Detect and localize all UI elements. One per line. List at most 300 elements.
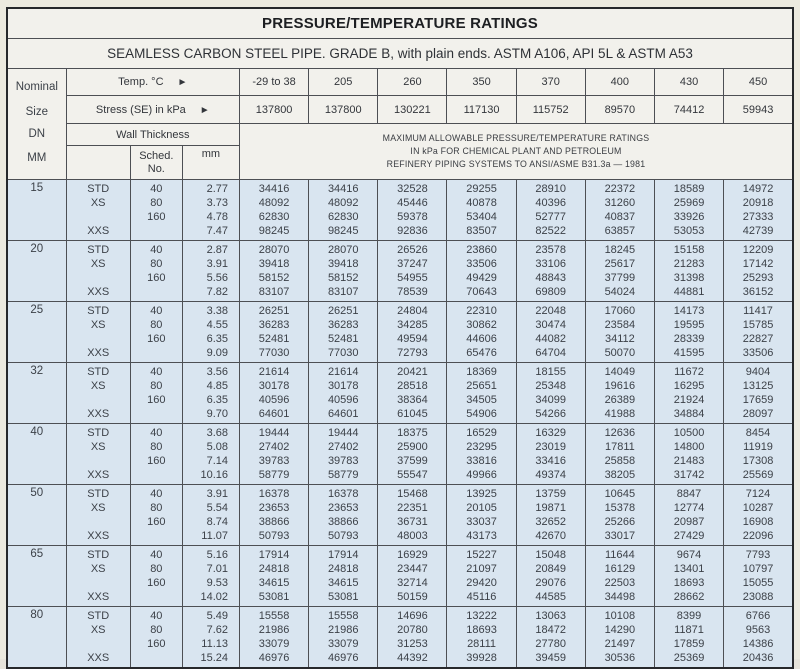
pressure-cell-value: 50793 [327,530,359,542]
sched-cell-value: 40 [150,244,163,256]
pressure-cell-value: 41988 [604,408,636,420]
pressure-cell-value: 10645 [604,488,636,500]
right-arrow-icon: ► [199,104,210,116]
pressure-cell-value: 14290 [604,624,636,636]
note-line: IN kPa FOR CHEMICAL PLANT AND PETROLEUM [410,146,622,156]
wall-mm-cell-value: 6.35 [206,394,228,406]
pressure-cell-value: 13401 [673,563,705,575]
wall-mm-cell-value: 5.54 [206,502,228,514]
sched-cell-value [131,651,182,665]
pressure-cell-value: 24804 [397,305,428,317]
pressure-cell-value: 33017 [604,530,636,542]
pressure-cell-value: 16908 [742,516,774,528]
pressure-cell-value: 39928 [466,652,497,664]
pressure-cell-value: 27333 [742,211,774,223]
pressure-cell-value: 40878 [466,197,497,209]
temp-header-label: Temp. °C ► [66,69,239,96]
pressure-cell-value: 48843 [535,272,566,284]
pressure-cell [240,180,309,241]
pressure-cell-value: 23653 [258,502,290,514]
pressure-cell-value: 20105 [466,502,497,514]
pressure-cell-value: 34505 [466,394,497,406]
wall-mm-cell-value: 3.73 [206,197,228,209]
pressure-cell-value: 34615 [327,577,359,589]
pressure-cell-value: 25293 [742,272,774,284]
pressure-cell-value: 16529 [466,427,497,439]
pressure-cell-value: 21614 [258,366,290,378]
pressure-cell [378,180,447,241]
sched-cell [130,302,182,363]
size-group-row [7,241,793,302]
wall-mm-cell-value: 3.91 [206,258,228,270]
pressure-cell-value: 27780 [535,638,566,650]
pressure-cell-value: 54955 [397,272,428,284]
temp-column-header: -29 to 38 [240,69,309,96]
pressure-cell-value: 28070 [258,244,290,256]
sched-cell-value: 80 [150,502,163,514]
nominal-size-cell: 50 [7,485,66,546]
pressure-cell-value: 22096 [742,530,774,542]
nominal-size-cell: 20 [7,241,66,302]
pressure-cell-value: 55547 [397,469,428,481]
pressure-cell-value: 18375 [397,427,428,439]
nominal-size-cell: 15 [7,180,66,241]
wall-mm-cell-value: 2.87 [206,244,228,256]
pressure-cell [309,302,378,363]
designation-cell-value: STD [87,488,110,500]
pressure-cell-value: 23295 [466,441,497,453]
note-line: MAXIMUM ALLOWABLE PRESSURE/TEMPERATURE RATINGS [382,133,650,143]
pressure-cell-value: 28339 [673,333,705,345]
pressure-cell-value: 54266 [535,408,566,420]
pressure-cell-value: 54906 [466,408,497,420]
stress-header-label: Stress (SE) in kPa ► [66,96,239,124]
page-title: PRESSURE/TEMPERATURE RATINGS [7,8,793,39]
pressure-cell-value: 28662 [673,591,705,603]
sched-cell-value: 80 [150,319,163,331]
sched-no-label: Sched. No. [130,146,182,180]
sched-cell-value: 40 [150,305,163,317]
pressure-cell-value: 83107 [258,286,290,298]
wall-mm-cell-value: 8.74 [206,516,228,528]
wall-mm-cell-value: 3.38 [206,305,228,317]
wall-mm-cell-value: 4.85 [206,380,228,392]
pressure-cell-value: 36731 [397,516,428,528]
pressure-cell [516,302,585,363]
wall-mm-cell-value: 4.55 [206,319,228,331]
pressure-cell [724,546,793,607]
pressure-cell [378,424,447,485]
temp-header-row [7,69,793,96]
pressure-cell-value: 14972 [742,183,774,195]
pressure-cell-value: 65476 [466,347,497,359]
designation-cell-value [67,271,130,285]
pressure-cell-value: 29255 [466,183,497,195]
pressure-cell-value: 98245 [327,225,359,237]
nominal-label: Nominal [15,81,58,93]
pressure-cell-value: 19616 [604,380,636,392]
pressure-cell-value: 19595 [673,319,705,331]
pressure-cell-value: 30474 [535,319,566,331]
pressure-cell-value: 13125 [742,380,774,392]
designation-cell-value: XXS [87,469,110,481]
pressure-cell-value: 36283 [258,319,290,331]
pressure-cell-value: 42739 [742,225,774,237]
pressure-cell-value: 17914 [327,549,359,561]
sched-cell-value: 80 [150,563,163,575]
pressure-cell [654,180,723,241]
pressure-cell [585,546,654,607]
pressure-cell-value: 58779 [258,469,290,481]
sched-cell-value: 80 [150,624,163,636]
sched-cell-value [131,468,182,482]
pressure-cell-value: 37599 [397,455,428,467]
pressure-cell-value: 23088 [742,591,774,603]
pressure-cell-value: 12636 [604,427,636,439]
pressure-cell-value: 21497 [604,638,636,650]
ratings-data-body [7,180,793,669]
pressure-cell-value: 18693 [673,577,705,589]
pressure-cell-value: 59378 [397,211,428,223]
pressure-cell-value: 49374 [535,469,566,481]
temp-column-header: 260 [378,69,447,96]
designation-cell-value: XS [90,258,106,270]
dn-label: DN [28,128,46,140]
pressure-cell-value: 62830 [258,211,290,223]
pressure-cell [378,302,447,363]
pressure-cell-value: 19444 [327,427,359,439]
sched-cell-value: 80 [150,380,163,392]
pressure-cell-value: 40396 [535,197,566,209]
pressure-cell-value: 21986 [258,624,290,636]
pressure-cell-value: 16378 [327,488,359,500]
sched-cell-value [131,590,182,604]
pressure-cell-value: 15558 [258,610,290,622]
pressure-cell-value: 31253 [397,638,428,650]
pressure-cell-value: 14173 [673,305,705,317]
pressure-cell [654,302,723,363]
sched-cell-value [131,224,182,238]
pressure-cell-value: 16378 [258,488,290,500]
pressure-cell [654,424,723,485]
table-title-row [7,8,793,39]
size-group-row [7,424,793,485]
pressure-cell-value: 14049 [604,366,636,378]
pressure-cell-value: 13925 [466,488,497,500]
pressure-cell-value: 11417 [743,305,773,317]
pressure-cell-value: 83507 [466,225,497,237]
sched-cell-value: 80 [150,441,163,453]
designation-cell-value: STD [87,427,110,439]
designation-cell-value [67,332,130,346]
wall-thickness-header-row [7,124,793,146]
temp-column-header: 205 [309,69,378,96]
pressure-cell-value: 38364 [397,394,428,406]
wall-mm-cell [182,485,239,546]
size-group-row [7,302,793,363]
pressure-cell [309,241,378,302]
pressure-cell-value: 8847 [676,488,702,500]
pressure-cell-value: 22048 [535,305,566,317]
wall-mm-cell-value: 14.02 [200,591,228,603]
pressure-cell [516,241,585,302]
wall-mm-cell-value: 7.14 [206,455,228,467]
designation-cell-value: STD [87,305,110,317]
pressure-cell-value: 50159 [397,591,428,603]
sched-cell-value: 160 [147,333,166,345]
wall-mm-cell-value: 7.82 [206,286,228,298]
pressure-cell-value: 64601 [258,408,290,420]
pressure-cell-value: 44585 [535,591,566,603]
pressure-cell-value: 11672 [674,366,704,378]
pressure-cell-value: 25569 [742,469,774,481]
designation-cell [66,424,130,485]
sched-cell [130,241,182,302]
wall-mm-cell-value: 10.16 [200,469,228,481]
wall-mm-cell-value: 7.62 [206,624,228,636]
size-group-row [7,180,793,241]
pressure-cell-value: 16129 [604,563,636,575]
pressure-cell [516,180,585,241]
wall-mm-cell-value: 9.53 [206,577,228,589]
pressure-cell-value: 30178 [258,380,290,392]
ratings-table [6,7,794,669]
pressure-cell-value: 20987 [673,516,705,528]
pressure-cell-value: 50070 [604,347,636,359]
pressure-cell-value: 52481 [258,333,290,345]
pressure-cell-value: 26526 [397,244,428,256]
temp-column-header: 430 [654,69,723,96]
pressure-cell-value: 32528 [397,183,428,195]
pressure-cell-value: 49966 [466,469,497,481]
designation-cell-value: STD [87,610,110,622]
pressure-cell-value: 44082 [535,333,566,345]
wall-mm-cell-value: 3.68 [206,427,228,439]
pressure-cell-value: 29076 [535,577,566,589]
pressure-cell [447,546,516,607]
pressure-cell-value: 61045 [397,408,428,420]
pressure-cell-value: 33416 [535,455,566,467]
pressure-cell-value: 8454 [745,427,771,439]
pressure-cell-value: 24818 [258,563,290,575]
pressure-cell-value: 72793 [397,347,428,359]
pressure-cell-value: 45446 [397,197,428,209]
stress-value-header: 89570 [585,96,654,124]
pressure-cell-value: 11644 [604,549,635,561]
sched-cell-value: 40 [150,366,163,378]
pressure-cell-value: 27402 [327,441,359,453]
pressure-cell-value: 17308 [742,455,774,467]
pressure-cell [447,180,516,241]
stress-value-header: 117130 [447,96,516,124]
designation-cell-value: STD [87,183,110,195]
stress-value-header: 137800 [309,96,378,124]
pressure-cell [585,241,654,302]
pressure-cell [309,424,378,485]
wall-mm-cell-value: 7.47 [206,225,228,237]
pressure-cell-value: 34099 [535,394,566,406]
pressure-cell-value: 11871 [674,624,704,636]
pressure-cell-value: 50793 [258,530,290,542]
sched-cell-value: 40 [150,427,163,439]
pressure-cell-value: 43173 [466,530,497,542]
sched-cell [130,180,182,241]
pressure-cell-value: 34416 [258,183,290,195]
pressure-cell-value: 58152 [327,272,359,284]
mm-unit-label: MM [27,152,47,164]
pressure-cell-value: 13759 [535,488,566,500]
pressure-cell [378,363,447,424]
pressure-cell-value: 19871 [535,502,566,514]
pressure-cell-value: 25651 [466,380,497,392]
pressure-cell-value: 20849 [535,563,566,575]
pressure-cell-value: 15227 [466,549,497,561]
designation-cell [66,241,130,302]
wall-mm-cell-value: 9.09 [206,347,228,359]
pressure-cell-value: 10500 [673,427,705,439]
nominal-size-cell: 25 [7,302,66,363]
pressure-cell [378,241,447,302]
pressure-cell-value: 18693 [466,624,497,636]
stress-value-header: 59943 [724,96,793,124]
nominal-size-cell: 40 [7,424,66,485]
pressure-cell [724,363,793,424]
pressure-cell-value: 30536 [604,652,636,664]
pressure-cell [240,424,309,485]
pressure-cell [516,485,585,546]
pressure-cell-value: 11919 [743,441,773,453]
pressure-cell-value: 25369 [673,652,705,664]
pressure-cell-value: 10108 [604,610,636,622]
pressure-cell-value: 23578 [535,244,566,256]
pressure-cell-value: 19444 [258,427,290,439]
pressure-cell-value: 39783 [327,455,359,467]
pressure-cell-value: 21924 [673,394,705,406]
designation-cell-value: XS [90,319,106,331]
sched-cell [130,363,182,424]
pressure-cell [585,302,654,363]
pressure-cell-value: 15048 [535,549,566,561]
designation-cell-value [67,393,130,407]
pressure-cell-value: 25617 [604,258,636,270]
pressure-cell-value: 9563 [745,624,771,636]
pressure-cell-value: 33506 [742,347,774,359]
pressure-cell-value: 16295 [673,380,705,392]
pressure-cell-value: 41595 [673,347,705,359]
designation-cell [66,363,130,424]
designation-cell-value [67,515,130,529]
pressure-cell-value: 30862 [466,319,497,331]
pressure-cell-value: 33926 [673,211,705,223]
pressure-cell [240,363,309,424]
pressure-cell-value: 33816 [466,455,497,467]
pressure-cell-value: 82522 [535,225,566,237]
stress-value-header: 130221 [378,96,447,124]
table-subtitle-row [7,39,793,69]
designation-cell-value: XXS [87,347,110,359]
pressure-cell-value: 63857 [604,225,636,237]
wall-mm-cell [182,546,239,607]
wall-mm-cell [182,180,239,241]
size-label: Size [25,106,48,118]
pressure-cell-value: 27429 [673,530,705,542]
pressure-cell-value: 70643 [466,286,497,298]
pressure-cell [516,424,585,485]
pressure-cell-value: 17659 [742,394,774,406]
pressure-cell-value: 7793 [745,549,771,561]
pressure-cell-value: 21614 [327,366,359,378]
pressure-cell-value: 39418 [258,258,290,270]
pressure-cell-value: 26389 [604,394,636,406]
stress-value-header: 115752 [516,96,585,124]
pressure-cell [585,363,654,424]
pressure-cell-value: 36152 [742,286,774,298]
pressure-cell-value: 33079 [258,638,290,650]
pressure-cell [378,546,447,607]
designation-cell-value: XXS [87,591,110,603]
pressure-cell-value: 13222 [466,610,497,622]
designation-cell-value [67,454,130,468]
pressure-cell [724,424,793,485]
pressure-cell-value: 28518 [397,380,428,392]
wall-mm-cell-value: 9.70 [206,408,228,420]
designation-cell-value: STD [87,549,110,561]
wall-mm-cell [182,302,239,363]
wall-mm-cell-value: 2.77 [206,183,228,195]
pressure-cell [585,485,654,546]
pressure-cell-value: 33079 [327,638,359,650]
pressure-cell-value: 28097 [742,408,774,420]
sched-cell-value: 160 [147,577,166,589]
pressure-cell-value: 36283 [327,319,359,331]
sched-cell-value [131,285,182,299]
pressure-cell-value: 48092 [258,197,290,209]
pressure-cell-value: 10797 [742,563,774,575]
designation-cell [66,485,130,546]
pressure-cell-value: 58779 [327,469,359,481]
pressure-cell [516,546,585,607]
sched-cell-value: 80 [150,197,163,209]
temp-column-header: 350 [447,69,516,96]
designation-cell-value: XXS [87,225,110,237]
pressure-cell-value: 39418 [327,258,359,270]
pressure-cell-value: 21097 [466,563,497,575]
pressure-cell-value: 6766 [745,610,771,622]
pressure-cell [585,180,654,241]
sched-cell-value: 160 [147,516,166,528]
pressure-cell-value: 92836 [397,225,428,237]
wall-mm-cell-value: 11.07 [201,530,228,542]
sched-cell-value: 40 [150,610,163,622]
pressure-cell [240,241,309,302]
pressure-cell-value: 49594 [397,333,428,345]
pressure-cell-value: 23019 [535,441,566,453]
pressure-cell-value: 53404 [466,211,497,223]
pressure-cell-value: 48092 [327,197,359,209]
pressure-cell-value: 31260 [604,197,636,209]
pressure-cell [447,241,516,302]
pressure-cell-value: 25900 [397,441,428,453]
pressure-cell-value: 44392 [397,652,428,664]
designation-cell-value: STD [87,366,110,378]
pressure-cell [309,485,378,546]
pressure-cell-value: 31742 [673,469,705,481]
sched-cell [130,546,182,607]
designation-cell-value [67,637,130,651]
sched-cell-value: 40 [150,183,163,195]
mm-column-label: mm [182,146,239,180]
sched-cell-value: 160 [147,211,166,223]
